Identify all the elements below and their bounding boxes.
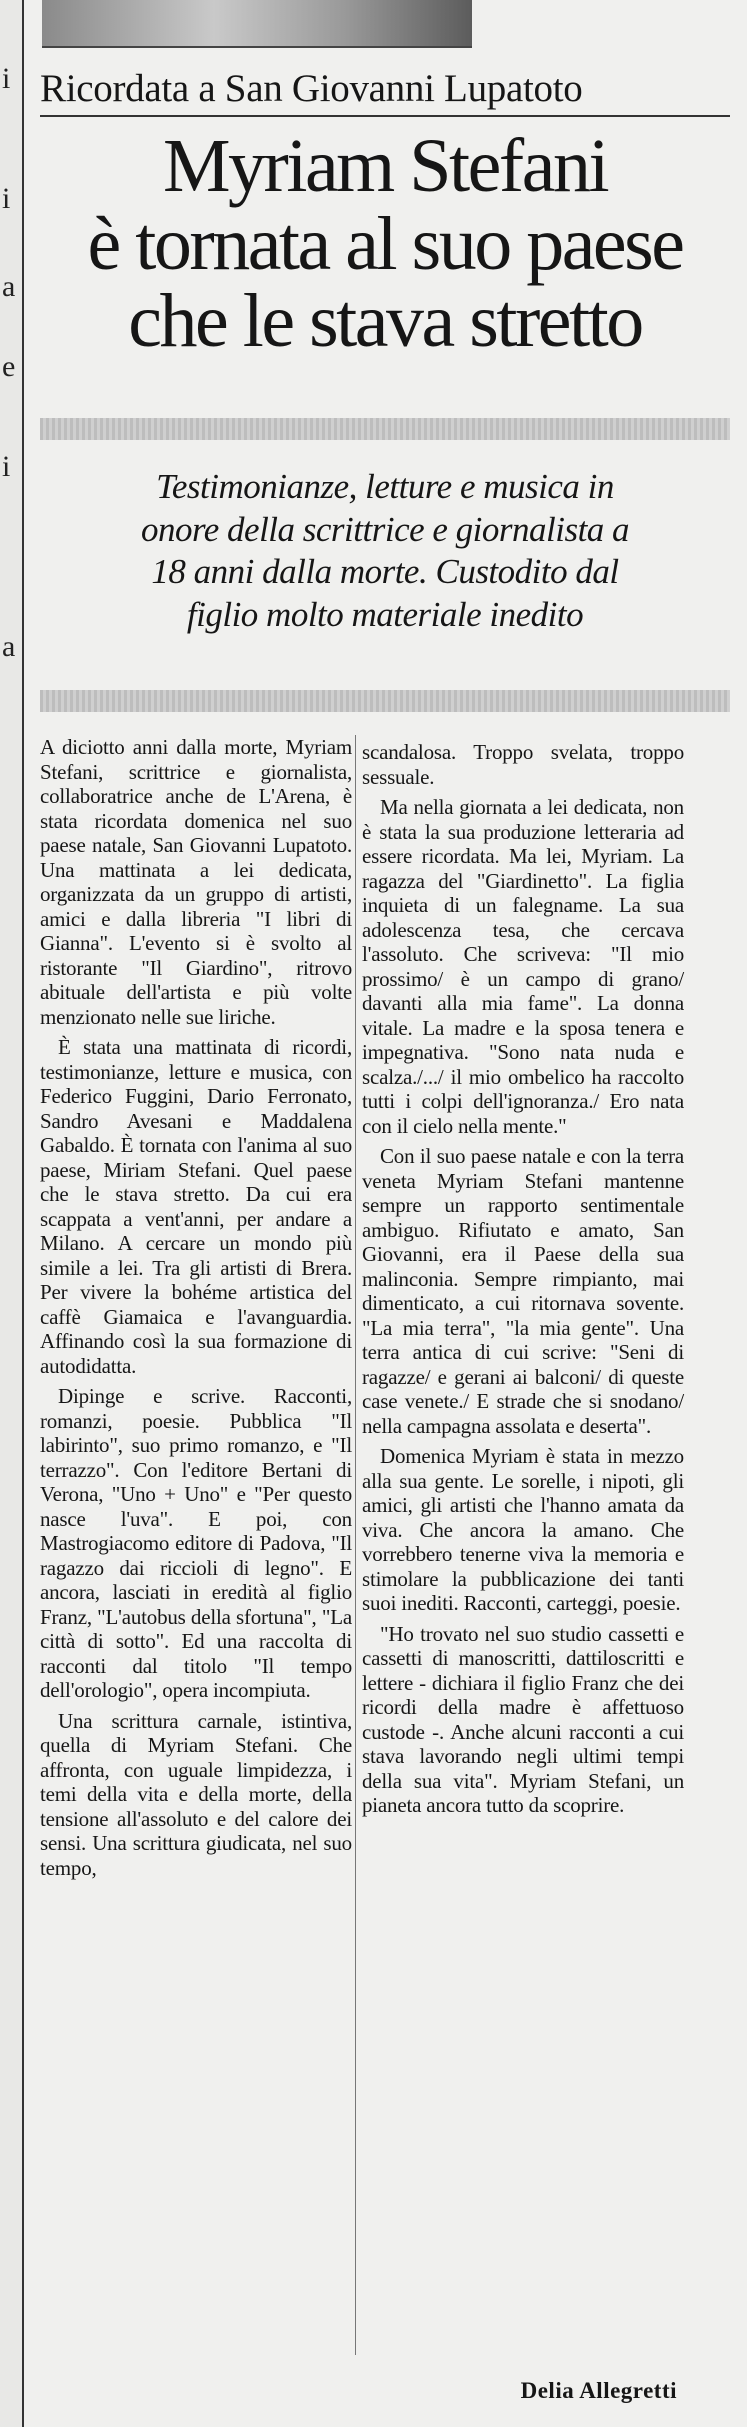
column-divider: [355, 735, 356, 2355]
subhead-line: Testimonianze, letture e musica in: [156, 467, 614, 506]
paragraph: Dipinge e scrive. Racconti, romanzi, poesie. Pubblica "Il labirinto", suo primo romanzo, e "Il terrazzo". Con l'editore Bertani di Verona, "Uno + Uno" e "Per questo nasce l'uva". E poi, con Mastrogiacomo editore di Padova, "Il ragazzo dai riccioli di legno". E ancora, lasciati in eredità al figlio Franz, "L'autobus della sfortuna", "La città di sotto". Ed una raccolta di racconti dal titolo "Il tempo dell'orologio", opera incompiuta.: [40, 1384, 352, 1702]
paragraph: Ma nella giornata a lei dedicata, non è stata la sua produzione letteraria ad essere ricordata. Ma lei, Myriam. La ragazza del "Giardinetto". La figlia inquieta di un falegname. La sua adolescenza tesa, che cercava l'assoluto. Che scriveva: "Il mio prossimo/ è un campo di grano/ davanti alla mia fame". La donna vitale. La madre e la sposa tenera e impegnativa. "Sono nata nuda e scalza./.../ il mio ombelico ha raccolto tutti i colpi dell'ignoranza./ Ero nata con il cielo nella mente.": [362, 795, 684, 1138]
headline-line: è tornata al suo paese: [87, 201, 683, 286]
article-headline: [40, 124, 730, 364]
paragraph: È stata una mattinata di ricordi, testimonianze, letture e musica, con Federico Fuggini, Dario Ferronato, Sandro Avesani e Maddalena Gabaldo. È tornata con l'anima al suo paese, Miriam Stefani. Quel paese che le stava stretto. Da cui era scappata a vent'anni, per andare a Milano. A cercare un mondo più simile a lei. Tra gli artisti di Brera. Per vivere la bohéme artistica del caffè Giamaica e l'avanguardia. Affinando così la sua formazione di autodidatta.: [40, 1035, 352, 1378]
adjacent-text-fragment: i: [2, 450, 11, 483]
photo-fragment: [42, 0, 472, 48]
paragraph: scandalosa. Troppo svelata, troppo sessuale.: [362, 740, 684, 789]
adjacent-column-edge: [0, 0, 24, 2427]
subhead-line: figlio molto materiale inedito: [186, 595, 584, 635]
article-kicker: Ricordata a San Giovanni Lupatoto: [40, 66, 730, 117]
headline-line: Myriam Stefani: [162, 124, 608, 208]
separator-bar: [40, 690, 730, 712]
article-subhead: [40, 466, 730, 637]
paragraph: "Ho trovato nel suo studio cassetti e cassetti di manoscritti, dattiloscritti e lettere - dichiara il figlio Franz che dei ricordi della madre è affettuoso custode -. Anche alcuni racconti a cui stava lavorando negli ultimi tempi della sua vita". Myriam Stefani, un pianeta ancora tutto da scoprire.: [362, 1621, 684, 1817]
adjacent-text-fragment: i: [2, 62, 11, 95]
adjacent-text-fragment: a: [2, 630, 16, 663]
author-byline: Delia Allegretti: [520, 2378, 677, 2403]
article-column-2: [362, 740, 684, 1824]
subhead-line: onore della scrittrice e giornalista a: [140, 509, 630, 549]
paragraph: Con il suo paese natale e con la terra veneta Myriam Stefani mantenne sempre un rapporto sentimentale ambiguo. Rifiutato e amato, San Giovanni, era il Paese della sua malinconia. Sempre rimpianto, mai dimenticato, a cui ritornava sovente. "La mia terra", "la mia gente". Una terra antica di cui scrive: "Seni di ragazze/ e gerani ai balconi/ di queste case venete./ E strade che si snodano/ nella campagna assolata e deserta".: [362, 1144, 684, 1438]
paragraph: A diciotto anni dalla morte, Myriam Stefani, scrittrice e giornalista, collaboratrice anche de L'Arena, è stata ricordata domenica nel suo paese natale, San Giovanni Lupatoto. Una mattinata a lei dedicata, organizzata da un gruppo di artisti, amici e dalla libreria "I libri di Gianna". L'evento si è svolto al ristorante "Il Giardino", ritrovo abituale dell'artista e più volte menzionato nelle sue liriche.: [40, 735, 352, 1029]
adjacent-text-fragment: a: [2, 270, 16, 303]
paragraph: Domenica Myriam è stata in mezzo alla sua gente. Le sorelle, i nipoti, gli amici, gli artisti che l'hanno amata da viva. Che ancora la amano. Che vorrebbero tenerne viva la memoria e stimolare la pubblicazione dei tanti suoi inediti. Racconti, carteggi, poesie.: [362, 1444, 684, 1615]
subhead-line: 18 anni dalla morte. Custodito dal: [151, 552, 619, 592]
headline-line: che le stava stretto: [128, 279, 642, 364]
separator-bar: [40, 418, 730, 440]
adjacent-text-fragment: e: [2, 350, 16, 383]
paragraph: Una scrittura carnale, istintiva, quella di Myriam Stefani. Che affronta, con uguale limpidezza, i temi della vita e della morte, della tensione all'assoluto e del calore dei sensi. Una scrittura giudicata, nel suo tempo,: [40, 1708, 352, 1880]
adjacent-text-fragment: i: [2, 182, 11, 215]
article-column-1: [40, 735, 352, 1886]
